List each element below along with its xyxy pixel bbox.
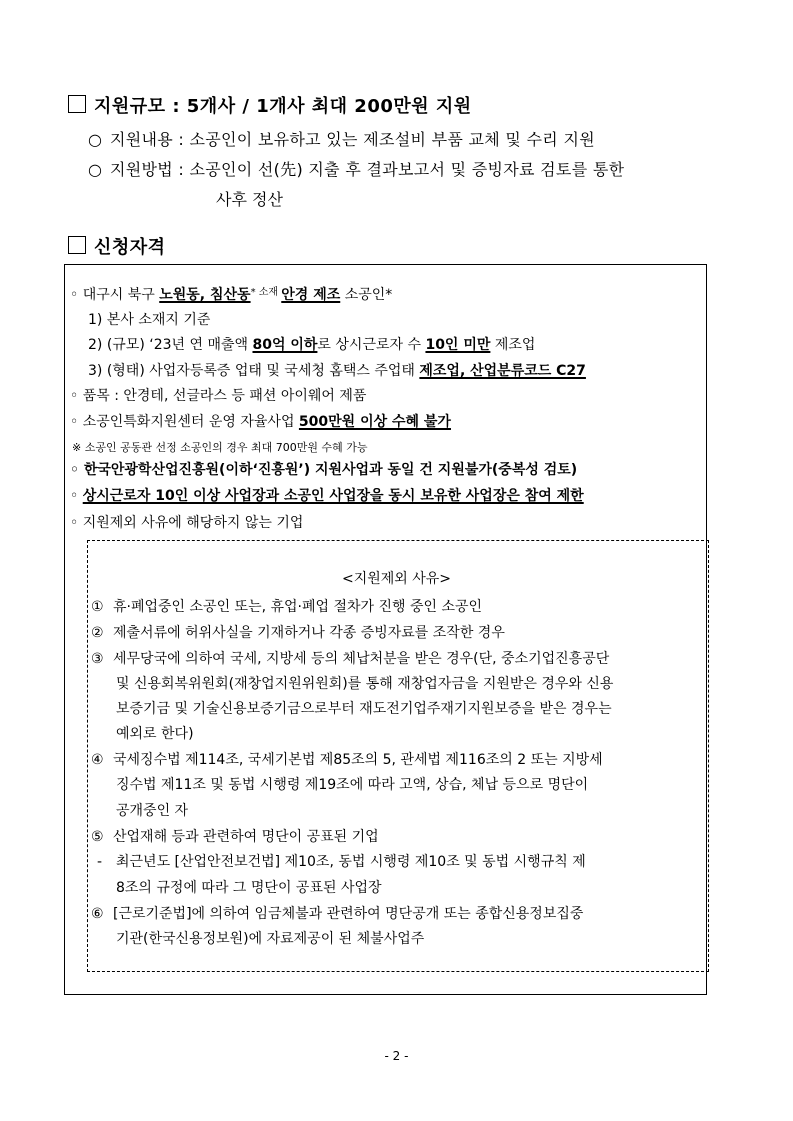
page-number: - 2 - <box>384 1049 409 1063</box>
support-method-continuation: 사후 정산 <box>216 190 283 209</box>
checkbox-square-icon <box>68 236 86 254</box>
bullet-circle-icon: ○ <box>88 130 103 149</box>
section-title-eligibility: 신청자격 <box>68 233 166 259</box>
eligibility-sub-1: 1) 본사 소재지 기준 <box>88 312 211 328</box>
exclusion-item-continuation: 징수법 제11조 및 동법 시행령 제19조에 따라 고액, 상습, 체납 등으로 명단이 <box>116 777 589 793</box>
section-title-support-scale: 지원규모 : 5개사 / 1개사 최대 200만원 지원 <box>68 92 472 118</box>
eligibility-employee-line: ◦ 상시근로자 10인 이상 사업장과 소공인 사업장을 동시 보유한 사업장은 참여 제한 <box>70 488 584 504</box>
support-method-item: ○ 지원방법 : 소공인이 선(先) 지출 후 결과보고서 및 증빙자료 검토를 통한 <box>88 160 625 179</box>
exclusion-item: ④ 국세징수법 제114조, 국세기본법 제85조의 5, 관세법 제116조의 2 또는 지방세 <box>91 752 603 768</box>
support-content-item: ○ 지원내용 : 소공인이 보유하고 있는 제조설비 부품 교체 및 수리 지원 <box>88 130 595 149</box>
checkbox-square-icon <box>68 95 86 113</box>
eligibility-product-line: ◦ 품목 : 안경테, 선글라스 등 패션 아이웨어 제품 <box>70 388 367 404</box>
exclusion-item: ⑤ 산업재해 등과 관련하여 명단이 공표된 기업 <box>91 829 379 845</box>
exclusion-item-continuation: 8조의 규정에 따라 그 명단이 공표된 사업장 <box>116 880 382 896</box>
eligibility-sub-3: 3) (형태) 사업자등록증 업태 및 국세청 홈택스 주업태 제조업, 산업분류코드 C27 <box>88 363 586 379</box>
exclusion-item: ⑥ [근로기준법]에 의하여 임금체불과 관련하여 명단공개 또는 종합신용정보집중 <box>91 906 584 922</box>
exclusion-item: ① 휴·폐업중인 소공인 또는, 휴업·폐업 절차가 진행 중인 소공인 <box>91 599 483 615</box>
exclusion-item: ② 제출서류에 허위사실을 기재하거나 각종 증빙자료를 조작한 경우 <box>91 625 505 641</box>
exclusion-item-continuation: 및 신용회복위원회(재창업지원위원회)를 통해 재창업자금을 지원받은 경우와 신용 <box>116 676 614 692</box>
exclusion-item-continuation: 보증기금 및 기술신용보증기금으로부터 재도전기업주재기지원보증을 받은 경우는 <box>116 701 612 717</box>
eligibility-location-line: ◦ 대구시 북구 노원동, 침산동$^{* 소재}$ 안경 제조 소공인* <box>70 287 393 303</box>
exclusion-item-continuation: 예외로 한다) <box>116 726 194 742</box>
eligibility-exclusion-line: ◦ 지원제외 사유에 해당하지 않는 기업 <box>70 515 304 531</box>
exclusion-item-continuation: 기관(한국신용정보원)에 자료제공이 된 체불사업주 <box>116 931 425 947</box>
eligibility-duplicate-line: ◦ 한국안광학산업진흥원(이하‘진흥원’) 지원사업과 동일 건 지원불가(중복성 검토) <box>70 462 578 478</box>
eligibility-center-line: ◦ 소공인특화지원센터 운영 자율사업 500만원 이상 수혜 불가 <box>70 414 451 430</box>
eligibility-sub-2: 2) (규모) ‘23년 연 매출액 80억 이하로 상시근로자 수 10인 미만 제조업 <box>88 337 536 353</box>
exclusion-subitem: - 최근년도 [산업안전보건법] 제10조, 동법 시행령 제10조 및 동법 시행규칙 제 <box>97 854 586 870</box>
exclusion-item-continuation: 공개중인 자 <box>116 803 189 819</box>
bullet-circle-icon: ○ <box>88 160 103 179</box>
exclusion-item: ③ 세무당국에 의하여 국세, 지방세 등의 체납처분을 받은 경우(단, 중소기업진흥공단 <box>91 651 610 667</box>
exclusion-reasons-title: <지원제외 사유> <box>341 571 452 587</box>
eligibility-note: ※ 소공인 공동관 선정 소공인의 경우 최대 700만원 수혜 가능 <box>72 441 368 454</box>
